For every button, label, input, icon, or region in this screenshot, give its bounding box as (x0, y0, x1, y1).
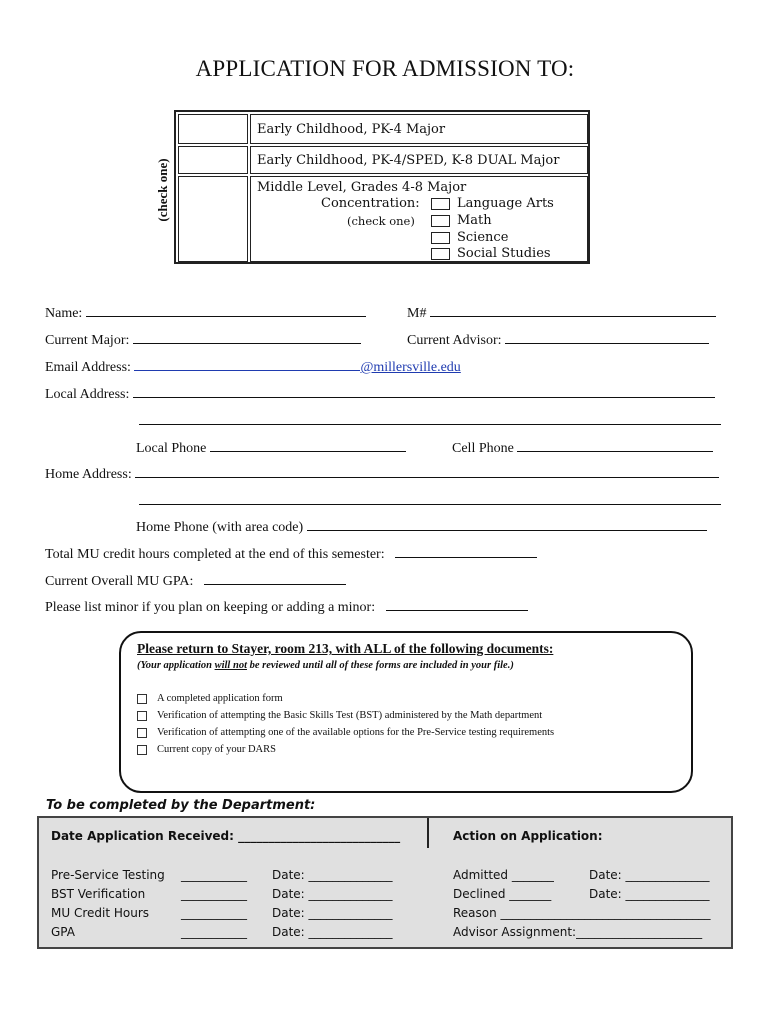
gpa-field[interactable]: Current Overall MU GPA: (45, 570, 346, 590)
local-address-line2[interactable] (139, 410, 721, 430)
bst-label: BST Verification (51, 887, 146, 901)
admitted-date[interactable]: Date: ______________ (589, 868, 710, 882)
date-received-field[interactable]: Date Application Received: ___________________________ (51, 829, 401, 843)
option-early-childhood-pk4 (250, 114, 588, 144)
pre-service-label: Pre-Service Testing (51, 868, 165, 882)
concentration-science[interactable]: Science (431, 230, 508, 245)
option-middle-level (250, 176, 588, 262)
document-item[interactable]: Verification of attempting the Basic Skills Test (BST) administered by the Math department (137, 710, 542, 721)
department-section (37, 816, 733, 949)
gpa-date[interactable]: Date: ______________ (272, 925, 393, 939)
local-phone-field[interactable]: Local Phone (136, 437, 406, 457)
current-major-field[interactable]: Current Major: (45, 329, 361, 349)
email-field[interactable]: Email Address: @millersville.edu (45, 356, 461, 376)
bst-date[interactable]: Date: ______________ (272, 887, 393, 901)
check-one-label: (check one) (347, 214, 415, 228)
document-item[interactable]: A completed application form (137, 693, 283, 704)
concentration-social-studies[interactable]: Social Studies (431, 246, 551, 261)
credit-hours-blank[interactable]: ___________ (181, 906, 247, 920)
checkbox[interactable] (431, 232, 450, 244)
credit-hours-field[interactable]: Total MU credit hours completed at the end of this semester: (45, 543, 537, 563)
option-label: Early Childhood, PK-4/SPED, K-8 DUAL Major (257, 153, 560, 168)
checkbox[interactable] (137, 694, 147, 704)
concentration-math[interactable]: Math (431, 213, 492, 228)
current-advisor-field[interactable]: Current Advisor: (407, 329, 709, 349)
gpa-label: GPA (51, 925, 75, 939)
cell-phone-field[interactable]: Cell Phone (452, 437, 713, 457)
document-item[interactable]: Current copy of your DARS (137, 744, 276, 755)
pre-service-blank[interactable]: ___________ (181, 868, 247, 882)
required-documents-box (119, 631, 693, 793)
bst-blank[interactable]: ___________ (181, 887, 247, 901)
concentration-label: Concentration: (321, 196, 420, 211)
department-section-title: To be completed by the Department: (46, 798, 316, 813)
checkbox-early-childhood-pk4[interactable] (178, 114, 248, 144)
reason-field[interactable]: Reason ___________________________________ (453, 906, 711, 920)
option-label: Middle Level, Grades 4-8 Major (257, 180, 467, 195)
home-address-line2[interactable] (139, 490, 721, 510)
form-title: APPLICATION FOR ADMISSION TO: (195, 56, 575, 81)
checkbox[interactable] (431, 198, 450, 210)
gpa-blank[interactable]: ___________ (181, 925, 247, 939)
checkbox[interactable] (431, 215, 450, 227)
option-early-childhood-dual (250, 146, 588, 174)
declined-field[interactable]: Declined _______ (453, 887, 552, 901)
local-address-field[interactable]: Local Address: (45, 383, 715, 403)
concentration-language-arts[interactable]: Language Arts (431, 196, 554, 211)
check-one-side-label: (check one) (155, 158, 170, 222)
advisor-assignment-field[interactable]: Advisor Assignment:_____________________ (453, 925, 703, 939)
documents-note: (Your application will not be reviewed until all of these forms are included in your file.) (137, 660, 514, 671)
checkbox-middle-level[interactable] (178, 176, 248, 262)
action-heading: Action on Application: (453, 829, 603, 843)
credit-hours-date[interactable]: Date: ______________ (272, 906, 393, 920)
documents-heading: Please return to Stayer, room 213, with ALL of the following documents: (137, 641, 554, 656)
checkbox[interactable] (137, 711, 147, 721)
section-divider (427, 818, 429, 848)
option-label: Early Childhood, PK-4 Major (257, 122, 446, 137)
credit-hours-label: MU Credit Hours (51, 906, 150, 920)
checkbox[interactable] (431, 248, 450, 260)
minor-field[interactable]: Please list minor if you plan on keeping or adding a minor: (45, 596, 528, 616)
home-phone-field[interactable]: Home Phone (with area code) (136, 516, 707, 536)
checkbox[interactable] (137, 745, 147, 755)
m-number-field[interactable]: M# (407, 302, 716, 322)
home-address-field[interactable]: Home Address: (45, 463, 719, 483)
pre-service-date[interactable]: Date: ______________ (272, 868, 393, 882)
document-item[interactable]: Verification of attempting one of the available options for the Pre-Service testing requirements (137, 727, 554, 738)
email-domain: @millersville.edu (360, 360, 461, 375)
major-selection-table (174, 110, 590, 264)
admitted-field[interactable]: Admitted _______ (453, 868, 554, 882)
checkbox[interactable] (137, 728, 147, 738)
declined-date[interactable]: Date: ______________ (589, 887, 710, 901)
name-field[interactable]: Name: (45, 302, 366, 322)
checkbox-early-childhood-dual[interactable] (178, 146, 248, 174)
